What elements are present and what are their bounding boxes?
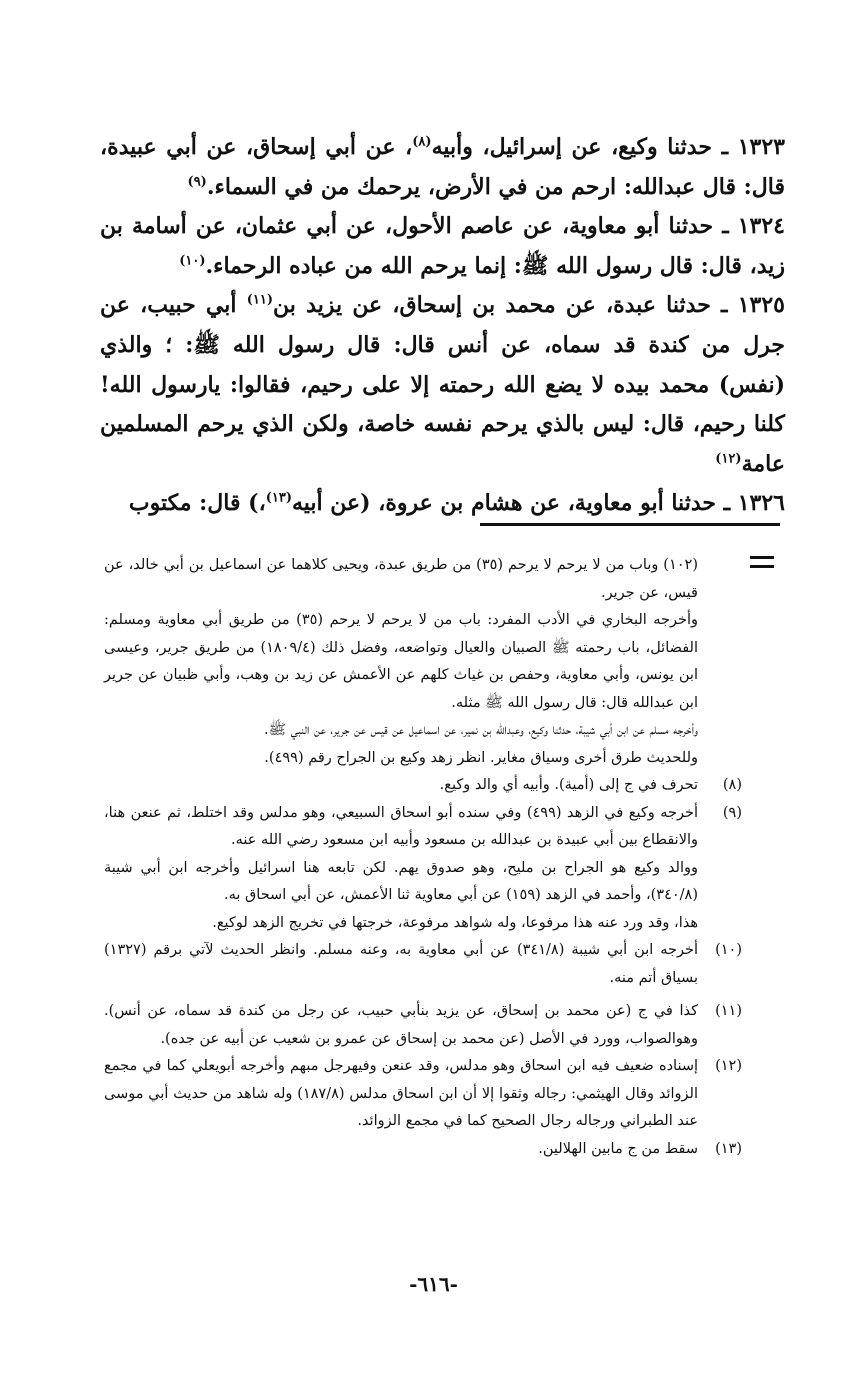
footnote-number: (٨) — [722, 777, 742, 793]
hadith-text: أبي حبيب، عن جرل من كندة قد سماه، عن أنس قال: قال رسول الله ﷺ: ؛ والذي (نفس) محمد بيده لا يضع الله رحمته إلا على رحيم، فقالوا: يارسول الله! كلنا رحيم، قال: ليس بالذي يرحم نفسه خاصة، ولكن الذي يرحم المسلمين عامة — [100, 292, 785, 477]
footnote-ref: (١٣) — [265, 491, 292, 507]
footnote-9 — [104, 800, 742, 938]
hadith-text: ، عن أبي إسحاق، عن أبي عبيدة، قال: قال عبدالله: ارحم من في الأرض، يرحمك من في السماء. — [100, 134, 785, 200]
footnote-line: هذا، وقد ورد عنه هذا مرفوعا، وله شواهد مرفوعة، خرجتها في تخريج الزهد لوكيع. — [212, 914, 698, 931]
footnote-number: (١٣) — [715, 1140, 742, 1157]
footnote-number: (١١) — [715, 1003, 742, 1019]
hadith-1325 — [100, 286, 785, 484]
footnote-10 — [104, 937, 742, 992]
footnote-line: وللحديث طرق أخرى وسياق مغاير. انظر زهد وكيع بن الجراح رقم (٤٩٩). — [264, 749, 698, 766]
footnote-ref: (١٢) — [715, 451, 742, 467]
footnote-11 — [104, 998, 742, 1053]
hadith-text: ١٣٢٥ ـ حدثنا عبدة، عن محمد بن إسحاق، عن يزيد بن — [273, 292, 785, 319]
footnote-13 — [104, 1136, 742, 1164]
footnote-line: أخرجه وكيع في الزهد (٤٩٩) وفي سنده أبو اسحاق السبيعي، وهو مدلس وقد اختلط، ثم عنعن هنا، والانقطاع بين أبي عبيدة بن عبدالله بن مسعود وأبيه ابن مسعود رضي الله عنه. — [104, 804, 698, 848]
footnote-continued — [104, 552, 742, 772]
hadith-text: ١٣٢٤ ـ حدثنا أبو معاوية، عن عاصم الأحول، عن أبي عثمان، عن أسامة بن زيد، قال: قال رسول الله ﷺ: إنما يرحم الله من عباده الرحماء. — [100, 213, 785, 279]
footnote-line: (١٠٢) وباب من لا يرحم لا يرحم (٣٥) من طريق عبدة، ويحيى كلاهما عن اسماعيل بن أبي خالد، عن قيس، عن جرير. — [104, 557, 699, 601]
footnote-line: سقط من ج مابين الهلالين. — [538, 1140, 698, 1157]
footnote-line: أخرجه ابن أبي شيبة (٣٤١/٨) عن أبي معاوية به، وعنه مسلم. وانظر الحديث لآتي برقم (١٣٢٧) بسياق أتم منه. — [104, 942, 699, 986]
footnote-line: إسناده ضعيف فيه ابن اسحاق وهو مدلس، وقد عنعن وفيهرجل مبهم وأخرجه أبويعلي كما في مجمع الزوائد وقال الهيثمي: رجاله وثقوا إلا أن ابن اسحاق مدلس (١٨٧/٨) وله شاهد من حديث أبي موسى عند الطبراني ورجاله رجال الصحيح كما في مجمع الزوائد. — [104, 1058, 698, 1129]
hadith-text: ،) قال: مكتوب — [128, 490, 266, 517]
footnote-line: وأخرجه مسلم عن ابن أبي شيبة، حدثنا وكيع، وعبدالله بن نمير، عن اسماعيل عن قيس عن جرير، عن النبي ﷺ. — [263, 722, 698, 738]
hadith-1324 — [100, 207, 785, 286]
hadith-text: ١٣٢٣ ـ حدثنا وكيع، عن إسرائيل، وأبيه — [431, 134, 785, 160]
footnotes — [104, 552, 742, 1163]
footnote-ref: (٩) — [187, 174, 207, 190]
footnote-8 — [104, 772, 742, 800]
footnote-ref: (١١) — [246, 293, 274, 309]
footnote-12 — [104, 1053, 742, 1136]
footnote-line: تحرف في ج إلى (أمية). وأبيه أي والد وكيع. — [439, 777, 698, 793]
hadith-text: ١٣٢٦ ـ حدثنا أبو معاوية، عن هشام بن عروة، (عن أبيه — [291, 490, 785, 517]
footnote-number: (٩) — [722, 804, 742, 821]
page-number: -٦١٦- — [409, 1272, 458, 1296]
hadith-1326 — [100, 484, 785, 524]
footnote-number: (١٢) — [715, 1058, 742, 1074]
footnote-line: ووالد وكيع هو الجراح بن مليح، وهو صدوق يهم. لكن تابعه هنا اسرائيل وأخرجه ابن أبي شيبة (٣٤٠/٨)، وأحمد في الزهد (١٥٩) عن أبي معاوية ثنا الأعمش، عن أبي اسحاق به. — [104, 859, 698, 903]
footnote-separator — [480, 523, 780, 526]
continuation-mark-icon — [750, 556, 774, 574]
footnote-line: وأخرجه البخاري في الأدب المفرد: باب من لا يرحم لا يرحم (٣٥) من طريق أبي معاوية ومسلم: الفضائل، باب رحمته ﷺ الصبيان والعيال وتواضعه، وفضل ذلك (١٨٠٩/٤) من طريق جرير، وعيسى ابن يونس، وأبي معاوية، وحفص بن غياث كلهم عن الأعمش عن زيد بن وهب، وأبي ظبيان عن جرير ابن عبدالله قال: قال رسول الله ﷺ مثله. — [104, 612, 699, 711]
footnote-number: (١٠) — [715, 942, 742, 958]
footnote-line: كذا في ج (عن محمد بن إسحاق، عن يزيد بنأبي حبيب، عن رجل من كندة قد سماه، عن أنس). وهوالصواب، وورد في الأصل (عن محمد بن إسحاق عن عمرو بن شعيب عن أبيه عن جده). — [104, 1003, 698, 1047]
main-text — [100, 128, 785, 524]
hadith-1323 — [100, 128, 785, 207]
footnote-ref: (٨) — [412, 134, 432, 150]
footnote-ref: (١٠) — [179, 253, 206, 269]
